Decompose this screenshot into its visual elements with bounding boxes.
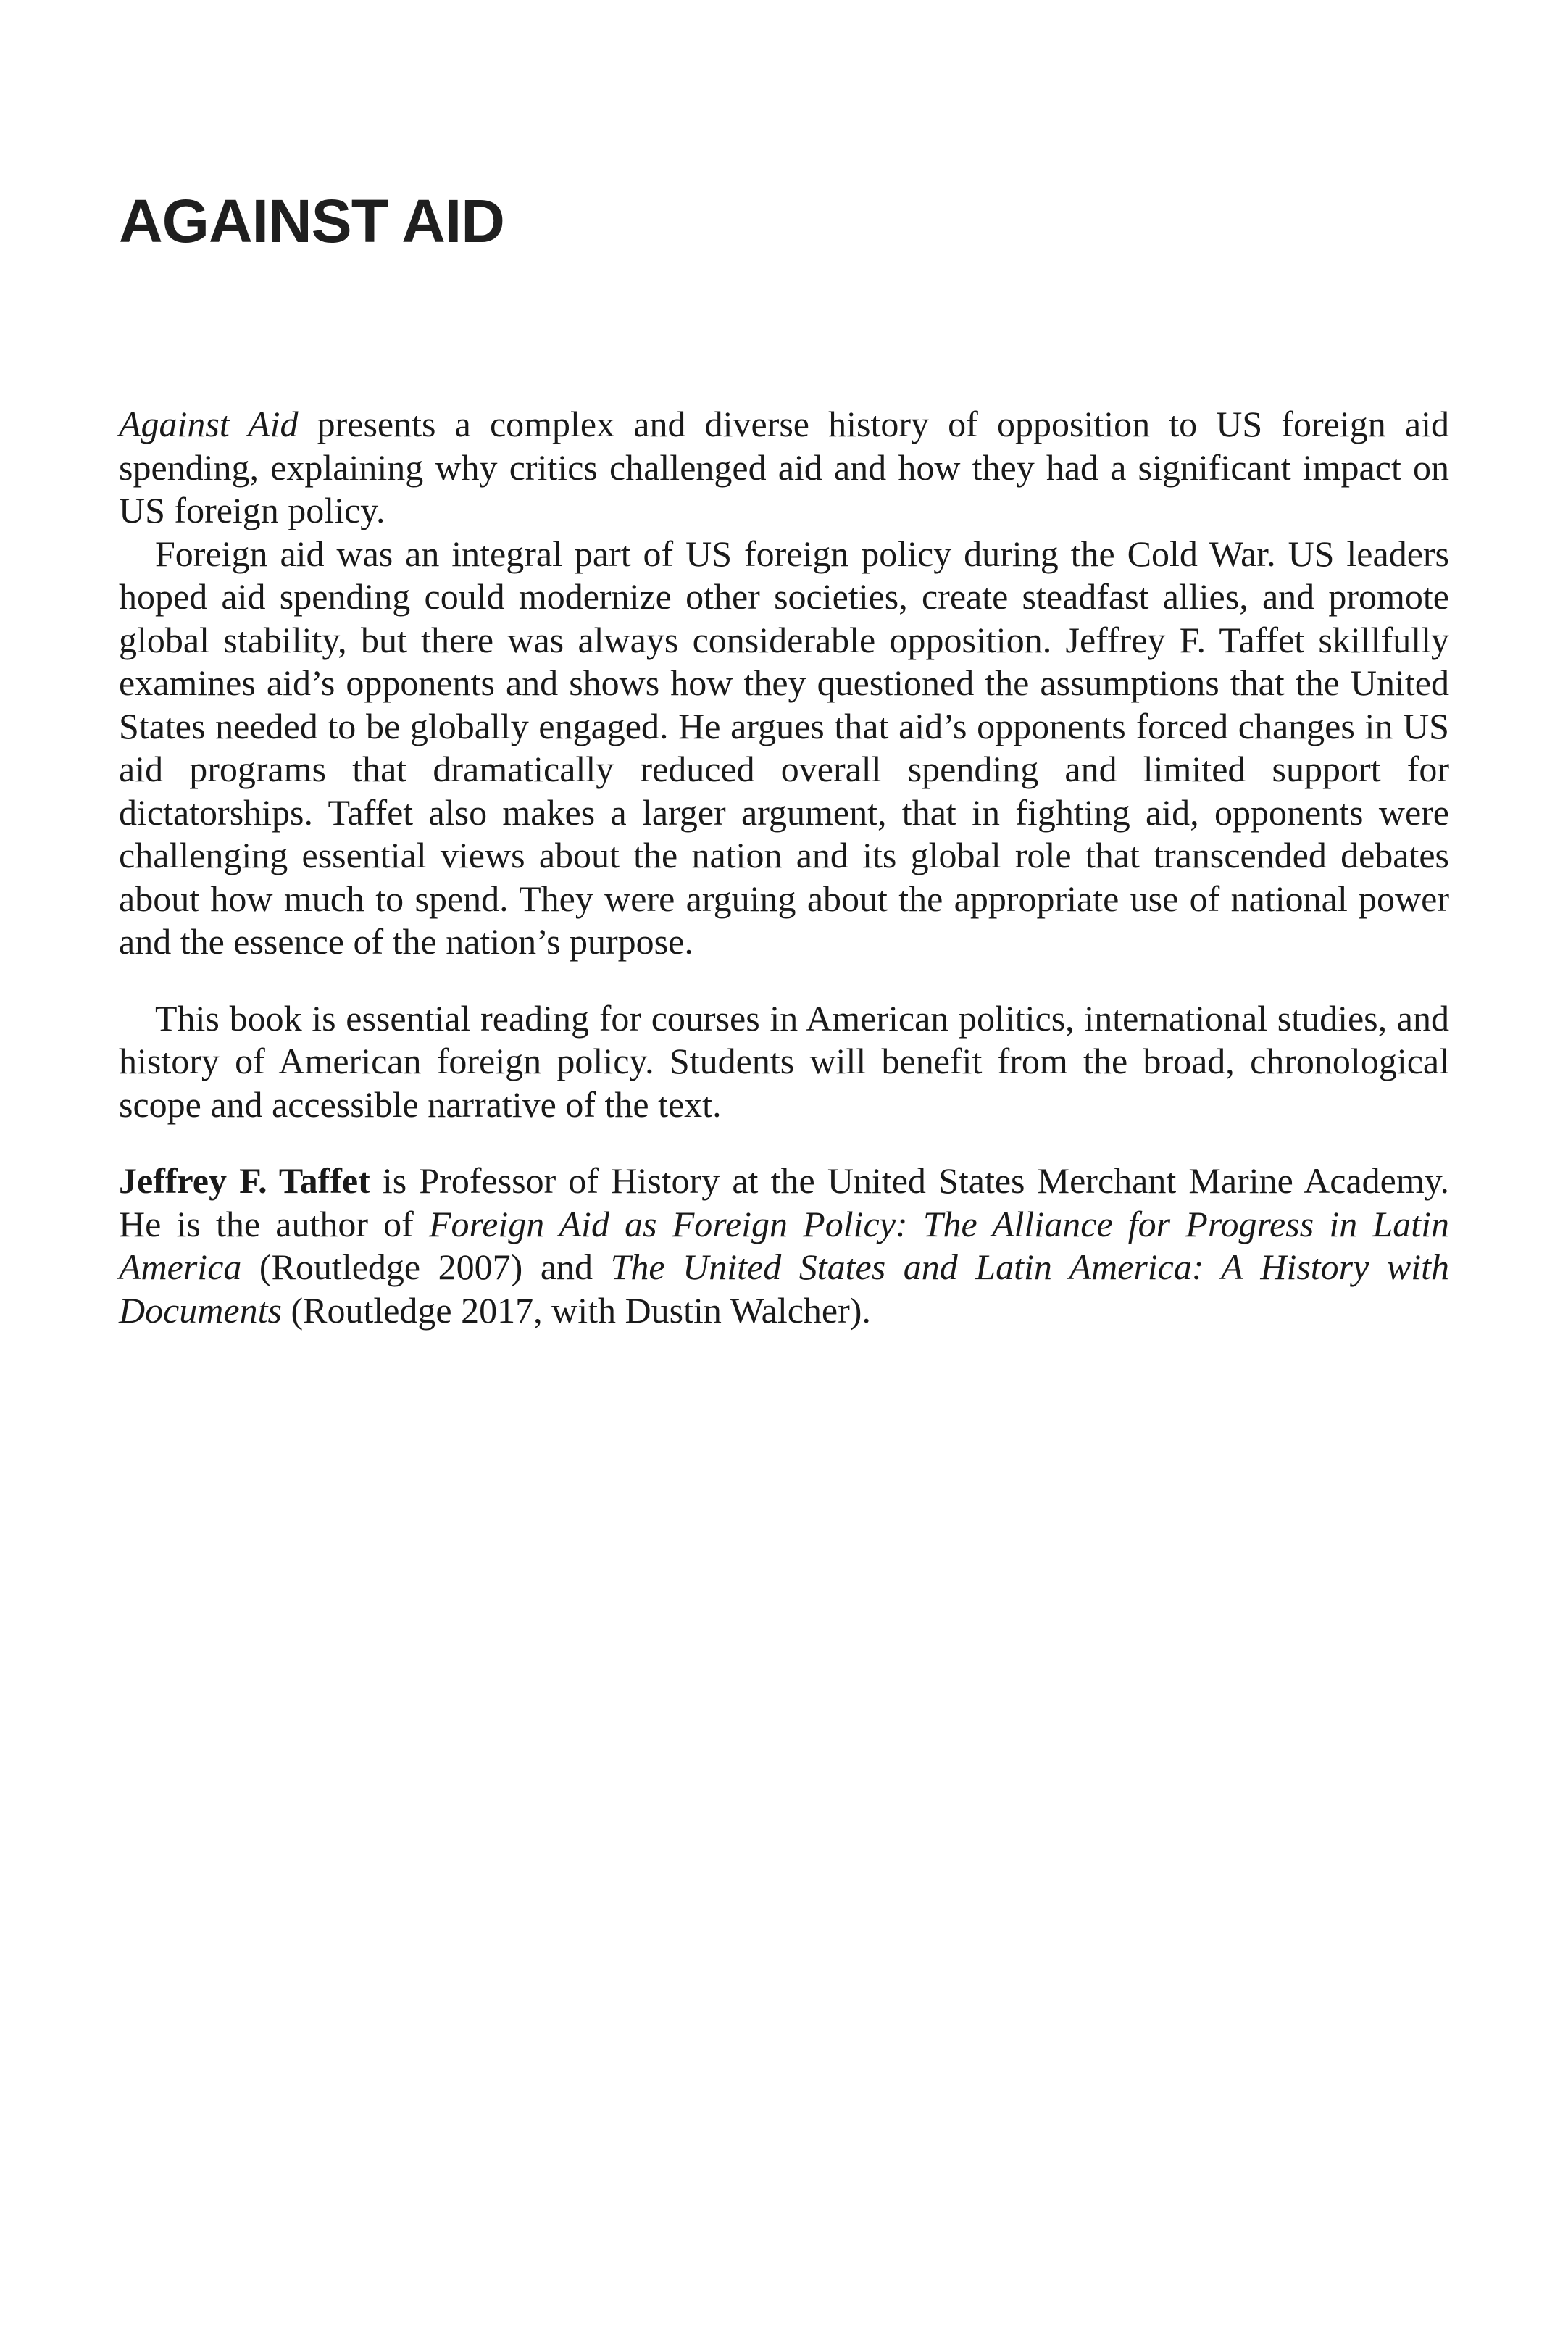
author-bio	[119, 1160, 1449, 1332]
author-bio-text-3: (Routledge 2017, with Dustin Walcher).	[281, 1289, 871, 1331]
author-book-1: Foreign Aid as Foreign Policy: The Alliance for Progress in Latin America	[119, 1203, 1449, 1287]
description-paragraph-2: Foreign aid was an integral part of US foreign policy during the Cold War. US leaders hoped aid spending could modernize other societies, create steadfast allies, and promote global stability, but there was always considerable opposition. Jeffrey F. Taffet skillfully examines aid’s opponents and shows how they questioned the assumptions that the United States needed to be globally engaged. He argues that aid’s opponents forced changes in US aid programs that dramatically reduced overall spending and limited support for dictatorships. Taffet also makes a larger argument, that in fighting aid, opponents were challenging essential views about the nation and its global role that transcended debates about how much to spend. They were arguing about the appropriate use of national power and the essence of the nation’s purpose.	[119, 533, 1449, 962]
description-block	[119, 403, 1449, 1332]
author-bio-text-2: (Routledge 2007) and	[241, 1247, 611, 1287]
book-title-italic: Against Aid	[119, 404, 299, 444]
author-bio-text-1: is Professor of History at the United States Merchant Marine Academy. He is the author of	[119, 1160, 1449, 1244]
author-book-2: The United States and Latin America: A History with Documents	[119, 1247, 1450, 1331]
author-name: Jeffrey F. Taffet	[119, 1160, 370, 1201]
description-paragraph-1	[119, 403, 1449, 533]
description-paragraph-3: This book is essential reading for courses in American politics, international studies, and history of American foreign policy. Students will benefit from the broad, chronological scope and accessible narrative of the text.	[119, 997, 1449, 1125]
paragraph-1-text: presents a complex and diverse history of opposition to US foreign aid spending, explaining why critics challenged aid and how they had a significant impact on US foreign policy.	[119, 404, 1449, 530]
page-title: AGAINST AID	[119, 187, 504, 255]
